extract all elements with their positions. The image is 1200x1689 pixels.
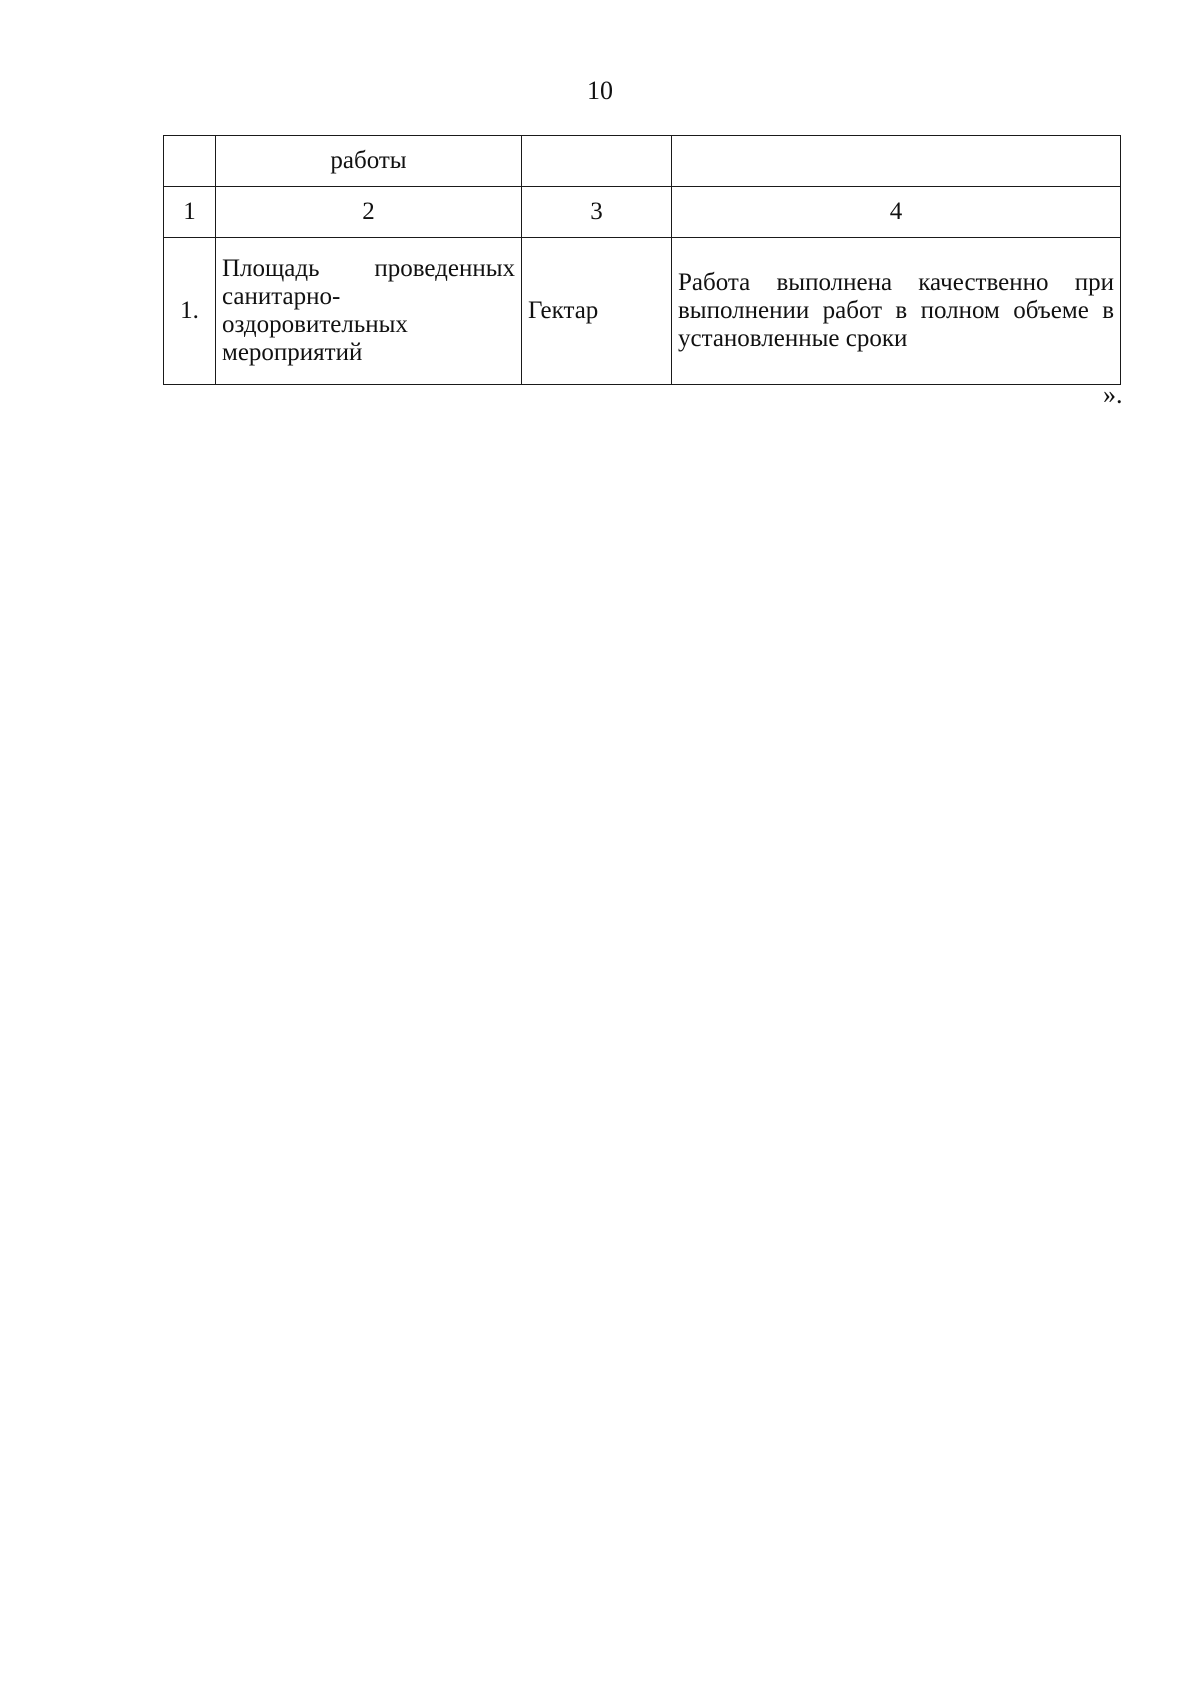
table-row: [164, 238, 1121, 385]
indicators-table: [163, 135, 1121, 385]
carry-over-cell-3: [522, 136, 672, 187]
indicator-name: Площадь проведенных санитарно-оздоровительных мероприятий: [216, 238, 522, 385]
table-column-numbers-row: [164, 187, 1121, 238]
column-number-1: 1: [164, 187, 216, 238]
column-number-2: 2: [216, 187, 522, 238]
row-number: 1.: [164, 238, 216, 385]
carry-over-cell-2: работы: [216, 136, 522, 187]
carry-over-cell-4: [672, 136, 1121, 187]
quality-criterion: Работа выполнена качественно при выполнении работ в полном объеме в установленные сроки: [672, 238, 1121, 385]
table-carry-over-row: [164, 136, 1121, 187]
carry-over-cell-1: [164, 136, 216, 187]
closing-quote-mark: ».: [1103, 380, 1123, 409]
page-number: 10: [587, 76, 613, 105]
column-number-4: 4: [672, 187, 1121, 238]
unit-of-measure: Гектар: [522, 238, 672, 385]
column-number-3: 3: [522, 187, 672, 238]
